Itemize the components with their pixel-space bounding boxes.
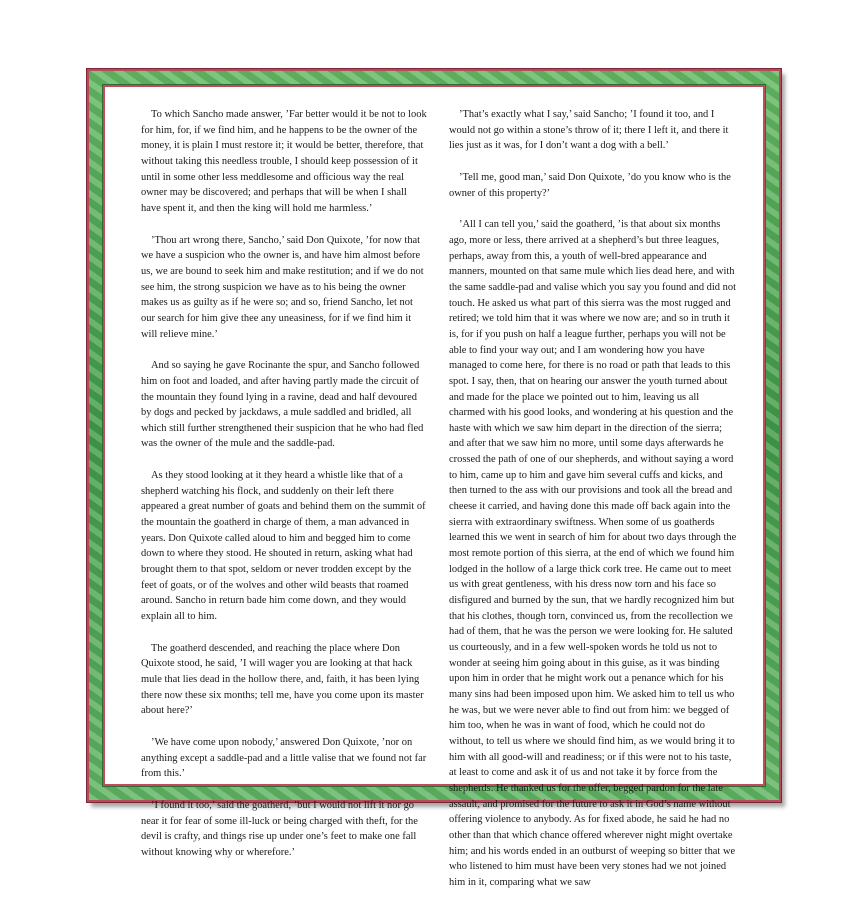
paragraph: As they stood looking at it they heard a whistle like that of a shepherd watching his flock, and suddenly on their left there appeared a great number of goats and behind them on the summit of the mountain the goatherd in charge of them, a man advanced in years. Don Quixote called aloud to him and begged him to come down to where they stood. He shouted in return, asking what had brought them to that spot, seldom or never trodden except by the feet of goats, or of the wolves and other wild beasts that roamed around. Sancho in return bade him come down, and they would explain all to him. xyxy=(141,470,426,623)
page-panel xyxy=(103,85,765,888)
paragraph: ’Thou art wrong there, Sancho,’ said Don Quixote, ’for now that we have a suspicion who the owner is, and have him almost before us, we are bound to seek him and make restitution; and if we do not see him, the strong suspicion we have as to his being the owner makes us as guilty as if he were so; and so, friend Sancho, let not our search for him give thee any uneasiness, for if we find him it will relieve mine.’ xyxy=(141,234,424,340)
paragraph: ’I found it too,’ said the goatherd, ’but I would not lift it nor go near it for fear of some ill-luck or being charged with theft, for the devil is crafty, and things rise up under one’s feet to make one fall without knowing why or wherefore.’ xyxy=(141,799,418,858)
left-text-column xyxy=(141,107,429,877)
paragraph: The goatherd descended, and reaching the place where Don Quixote stood, he said, ’I will wager you are looking at that hack mule that lies dead in the hollow there, and, faith, it has been lying there now these six months; tell me, have you come upon its master about here?’ xyxy=(141,642,424,717)
paragraph: To which Sancho made answer, ’Far better would it be not to look for him, for, if we find him, and he happens to be the owner of the money, it is plain I must restore it; it would be better, therefore, that without taking this needless trouble, I should keep possession of it until in some other less meddlesome and officious way the real owner may be discovered; and perhaps that will be when I shall have spent it, and then the king will hold me harmless.’ xyxy=(141,109,427,214)
paragraph: And so saying he gave Rocinante the spur, and Sancho followed him on foot and loaded, and after having partly made the circuit of the mountain they found lying in a ravine, dead and half devoured by dogs and pecked by jackdaws, a mule saddled and bridled, all which still further strengthened their suspicion that he who had fled was the owner of the mule and the saddle-pad. xyxy=(141,360,424,450)
page-frame xyxy=(87,69,781,888)
right-text-column xyxy=(449,107,737,907)
paragraph: ’All I can tell you,’ said the goatherd, ’is that about six months ago, more or less, there arrived at a shepherd’s but three leagues, perhaps, away from this, a youth of well-bred appearance and manners, mounted on that same mule which lies dead here, and with the same saddle-pad and valise which you say you found and did not touch. He asked us what part of this sierra was the most rugged and retired; we told him that it was where we now are; and so in truth it is, for if you push on half a league further, perhaps you will not be able to find your way out; and I am wondering how you have managed to come here, for there is no road or path that leads to this spot. I say, then, that on hearing our answer the youth turned about and made for the place we pointed out to him, leaving us all charmed with his good looks, and wondering at his question and the haste with which we saw him depart in the direction of the sierra; and after that we saw him no more, until some days afterwards he crossed the path of one of our shepherds, and without saying a word to him, came up to him and gave him several cuffs and kicks, and then turned to the ass with our provisions and took all the bread and cheese it carried, and having done this made off back again into the sierra with extraordinary swiftness. When some of us goatherds learned this we went in search of him for about two days through the most remote portion of this sierra, at the end of which we found him lodged in the hollow of a large thick cork tree. He came out to meet us with great gentleness, with his dress now torn and his face so disfigured and burned by the sun, that we hardly recognized him but that his clothes, though torn, convinced us, from the recollection we had of them, that he was the person we were looking for. He saluted us courteously, and in a few well-spoken words he told us not to wonder at seeing him going about in this guise, as it was binding upon him in order that he might work out a penance which for his many sins had been imposed upon him. We asked him to tell us who he was, but we were never able to find out from him: we begged of him too, when he was in want of food, which he could not do without, to tell us where we should find him, as we would bring it to him with all good-will and readiness; or if this were not to his taste, at least to come and ask it of us and not take it by force from the shepherds. He thanked us for the offer, begged pardon for the late assault, and promised for the future to ask it in God’s name without offering violence to anybody. As for fixed abode, he said he had no other than that which chance offered wherever night might overtake him; and his words ended in an outburst of weeping so bitter that we who listened to him must have been very stones had we not joined him in it, comparing what we saw xyxy=(449,219,737,888)
paragraph: ’Tell me, good man,’ said Don Quixote, ’do you know who is the owner of this property?’ xyxy=(449,171,731,199)
paragraph: ’We have come upon nobody,’ answered Don Quixote, ’nor on anything except a saddle-pad and a little valise that we found not far from this.’ xyxy=(141,736,427,780)
paragraph: ’That’s exactly what I say,’ said Sancho; ’I found it too, and I would not go within a stone’s throw of it; there I left it, and there it lies just as it was, for I don’t want a dog with a bell.’ xyxy=(449,109,729,152)
